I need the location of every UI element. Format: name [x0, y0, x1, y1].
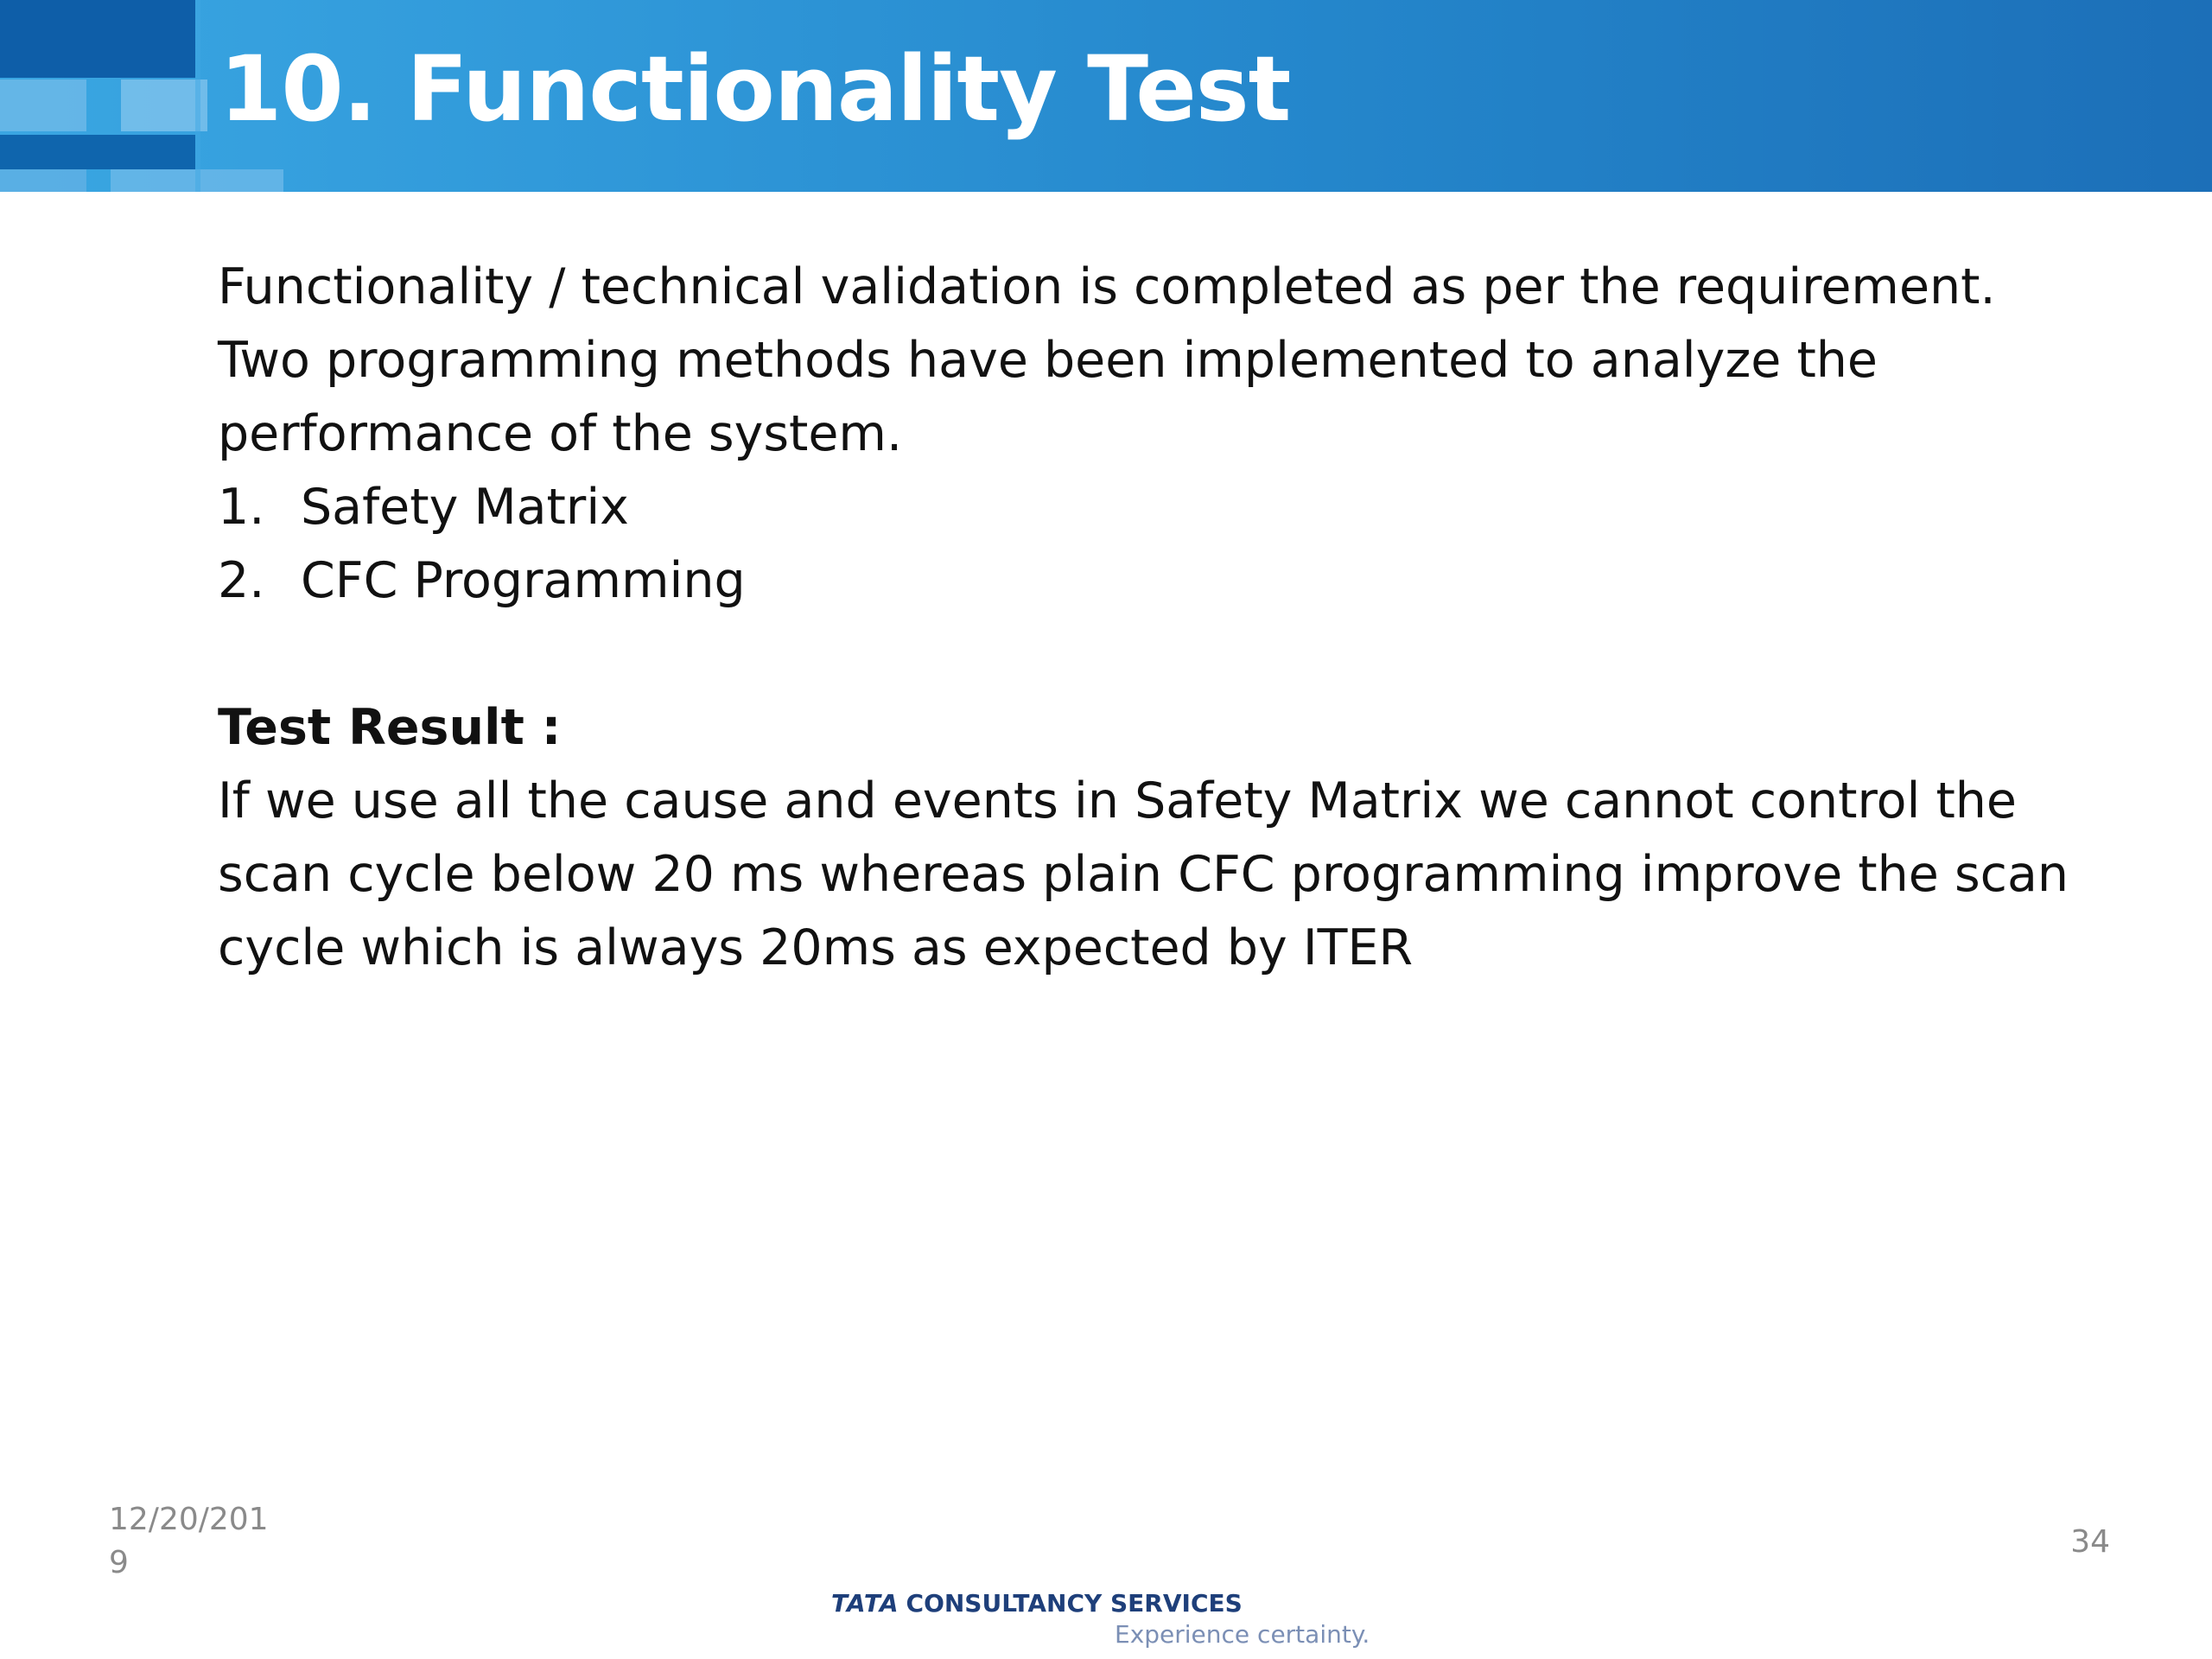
methods-list	[218, 471, 2101, 618]
decorative-square	[0, 0, 195, 78]
company-logo	[831, 1588, 1436, 1654]
result-line: cycle which is always 20ms as expected by ITER	[218, 919, 1414, 976]
decorative-square	[0, 79, 86, 131]
page-number: 34	[2070, 1524, 2110, 1560]
footer-date: 12/20/2019	[109, 1502, 269, 1580]
decorative-square	[0, 135, 195, 169]
list-item	[218, 544, 2101, 618]
logo-line	[831, 1588, 1243, 1619]
decorative-square	[121, 79, 207, 131]
list-item-label: Safety Matrix	[301, 479, 629, 536]
intro-line: Functionality / technical validation is completed as per the requirement.	[218, 258, 1996, 315]
result-line: scan cycle below 20 ms whereas plain CFC programming improve the scan	[218, 846, 2069, 903]
logo-tagline: Experience certainty.	[1115, 1620, 1370, 1649]
logo-brand: TATA	[831, 1589, 899, 1618]
slide-title: 10. Functionality Test	[219, 36, 1291, 142]
list-item	[218, 471, 2101, 544]
decorative-square	[195, 0, 200, 192]
list-item-label: CFC Programming	[301, 552, 746, 609]
decorative-square	[0, 169, 86, 192]
slide-body	[218, 251, 2101, 985]
intro-line: Two programming methods have been implemented to analyze the	[218, 332, 1878, 389]
spacer	[218, 618, 2101, 691]
logo-company: CONSULTANCY SERVICES	[906, 1589, 1243, 1618]
result-heading: Test Result :	[218, 699, 562, 756]
intro-line: performance of the system.	[218, 405, 903, 462]
list-item-number: 1.	[218, 479, 265, 536]
header-banner	[0, 0, 2212, 192]
list-item-number: 2.	[218, 552, 265, 609]
result-line: If we use all the cause and events in Safety Matrix we cannot control the	[218, 772, 2018, 830]
